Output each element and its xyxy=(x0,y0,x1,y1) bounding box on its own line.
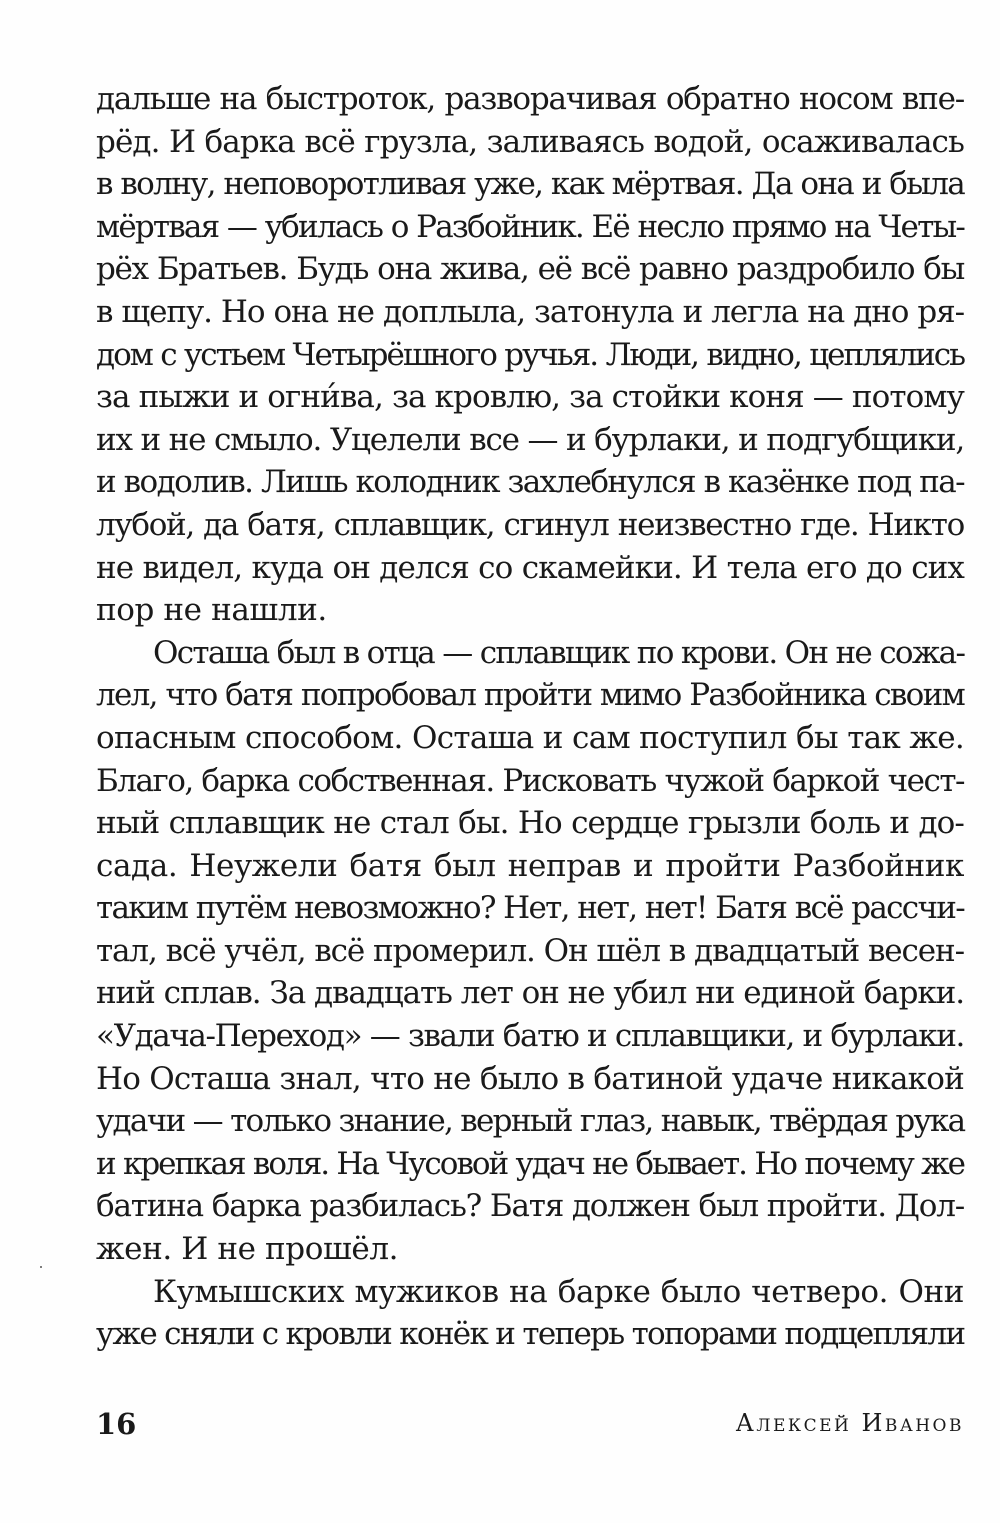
body-text xyxy=(96,78,964,1356)
text-line: их и не смыло. Уцелели все — и бурлаки, и подгубщики, xyxy=(96,421,964,458)
text-line: жен. И не прошёл. xyxy=(96,1231,399,1268)
text-line: Осташа был в отца — сплавщик по крови. Он не сожа- xyxy=(153,634,965,671)
text-line: мёртвая — убилась о Разбойник. Её несло прямо на Четы- xyxy=(96,208,964,245)
paragraph xyxy=(96,632,964,1271)
text-line: пор не нашли. xyxy=(96,592,327,629)
text-line: не видел, куда он делся со скамейки. И тела его до сих xyxy=(96,549,964,586)
print-speck xyxy=(40,1266,42,1268)
paragraph xyxy=(96,78,964,632)
text-line: «Удача-Переход» — звали батю и сплавщики, и бурлаки. xyxy=(96,1018,964,1055)
text-line: тал, всё учёл, всё промерил. Он шёл в двадцатый весен- xyxy=(96,932,964,969)
text-line: Но Осташа знал, что не было в батиной удаче никакой xyxy=(96,1060,964,1097)
text-line: удачи — только знание, верный глаз, навык, твёрдая рука xyxy=(96,1103,965,1140)
text-line: лубой, да батя, сплавщик, сгинул неизвестно где. Никто xyxy=(96,506,964,543)
text-line: за пыжи и огни́ва, за кровлю, за стойки коня — потому xyxy=(96,379,964,416)
text-line: рёх Братьев. Будь она жива, её всё равно раздробило бы xyxy=(96,251,964,288)
text-line: рёд. И барка всё грузла, заливаясь водой, осаживалась xyxy=(96,123,964,160)
text-line: таким путём невозможно? Нет, нет, нет! Батя всё рассчи- xyxy=(96,890,964,927)
text-line: батина барка разбилась? Батя должен был пройти. Дол- xyxy=(96,1188,964,1225)
text-line: дальше на быстроток, разворачивая обратно носом впе- xyxy=(96,81,964,117)
text-line: в волну, неповоротливая уже, как мёртвая. Да она и была xyxy=(96,166,964,203)
text-line: дом с устьем Четырёшного ручья. Люди, видно, цеплялись xyxy=(96,336,964,373)
page-footer xyxy=(96,1407,964,1447)
text-line: лел, что батя попробовал пройти мимо Разбойника своим xyxy=(96,677,964,714)
running-head-author: Алексей Иванов xyxy=(735,1409,964,1437)
text-line: в щепу. Но она не доплыла, затонула и легла на дно ря- xyxy=(96,293,964,330)
text-line: и водолив. Лишь колодник захлебнулся в казёнке под па- xyxy=(96,464,964,501)
text-line: ний сплав. За двадцать лет он не убил ни единой барки. xyxy=(96,975,964,1012)
page-number: 16 xyxy=(96,1407,137,1441)
text-line: ный сплавщик не стал бы. Но сердце грызли боль и до- xyxy=(96,805,964,842)
text-line: сада. Неужели батя был неправ и пройти Разбойник xyxy=(96,847,964,884)
paragraph xyxy=(96,1271,964,1356)
text-line: Благо, барка собственная. Рисковать чужой баркой чест- xyxy=(96,762,964,799)
text-line: опасным способом. Осташа и сам поступил бы так же. xyxy=(96,719,964,756)
text-line: Кумышских мужиков на барке было четверо. Они xyxy=(153,1273,964,1310)
text-line: и крепкая воля. На Чусовой удач не бывает. Но почему же xyxy=(96,1145,964,1182)
text-line: уже сняли с кровли конёк и теперь топорами подцепляли xyxy=(96,1316,965,1353)
